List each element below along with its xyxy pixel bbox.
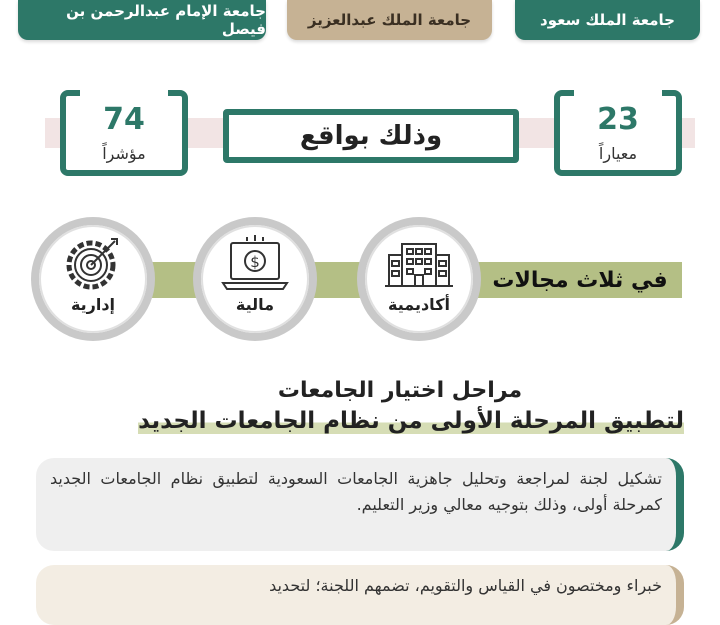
gear-target-icon [31, 217, 155, 341]
domain-academic [357, 217, 481, 341]
building-icon [357, 217, 481, 341]
laptop-dollar-icon [193, 217, 317, 341]
university-name: جامعة الإمام عبدالرحمن بن فيصل [66, 2, 266, 38]
university-pill-king-saud [515, 0, 700, 40]
center-caption-text: وذلك بواقع [299, 121, 443, 151]
step-card-2 [36, 565, 684, 625]
indicators-stat [60, 90, 188, 176]
section-heading-line1: مراحل اختيار الجامعات [277, 378, 523, 403]
svg-text:$: $ [250, 253, 260, 271]
standards-number: 23 [597, 102, 639, 137]
domain-label: أكاديمية [388, 295, 450, 314]
university-name: جامعة الملك سعود [540, 11, 675, 29]
domain-label: مالية [235, 295, 275, 314]
section-heading-line2-text: لتطبيق المرحلة الأولى من نظام الجامعات الجديد [138, 408, 684, 434]
indicators-number: 74 [103, 102, 145, 137]
step-card-1 [36, 458, 684, 551]
domain-administrative [31, 217, 155, 341]
domain-label: إدارية [70, 295, 116, 314]
step-text: تشكيل لجنة لمراجعة وتحليل جاهزية الجامعات السعودية لتطبيق نظام الجامعات الجديد كمرحلة أولى، وذلك بتوجيه معالي وزير التعليم. [50, 469, 662, 514]
standards-label: معياراً [598, 144, 638, 163]
step-text: خبراء ومختصون في القياس والتقويم، تضمهم اللجنة؛ لتحديد [269, 576, 662, 595]
university-pill-imam-abdulrahman [18, 0, 266, 40]
university-pill-king-abdulaziz [287, 0, 492, 40]
domain-financial [193, 217, 317, 341]
university-name: جامعة الملك عبدالعزيز [307, 11, 472, 29]
domains-title: في ثلاث مجالات [492, 267, 668, 293]
indicators-label: مؤشراً [102, 144, 146, 163]
section-heading-line2 [36, 408, 684, 434]
standards-stat [554, 90, 682, 176]
center-caption [223, 109, 519, 163]
